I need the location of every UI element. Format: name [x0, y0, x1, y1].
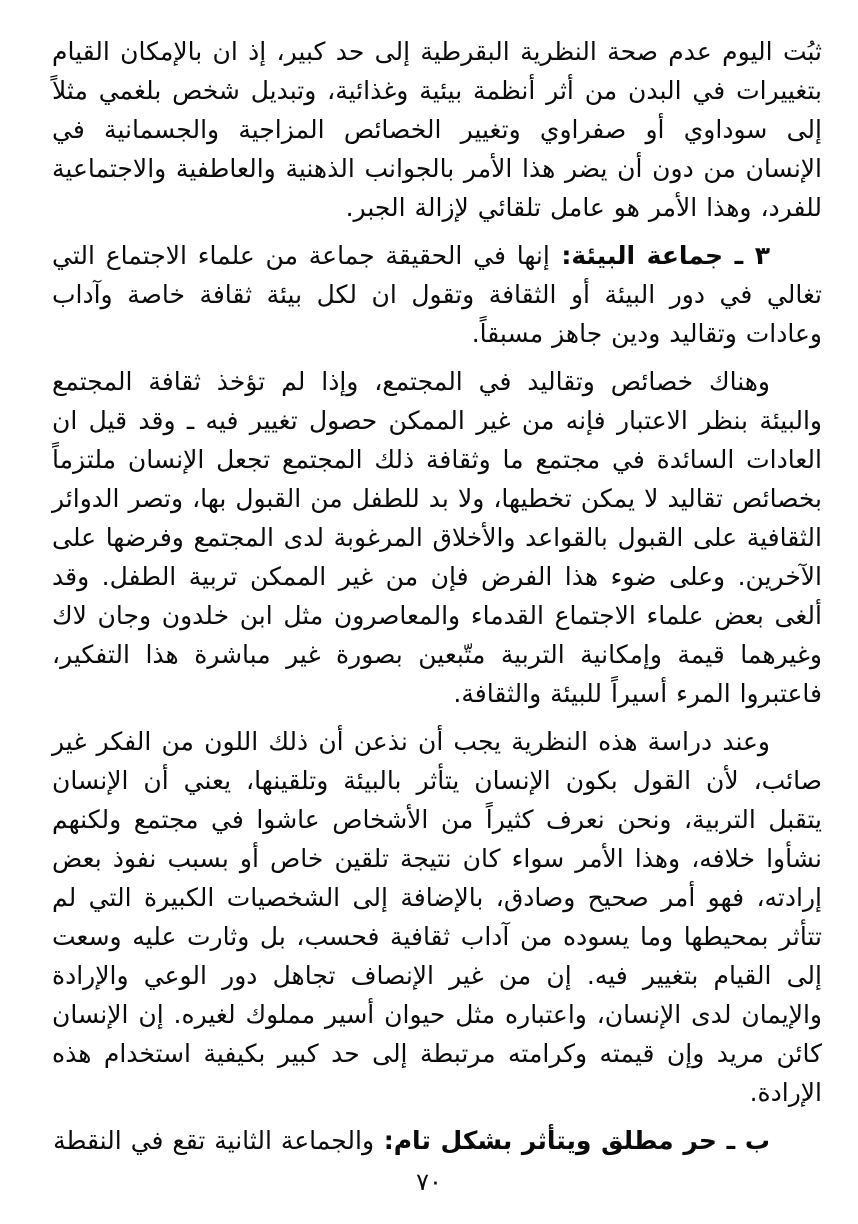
page-text-block: [52, 32, 822, 1169]
paragraph-4-text: وعند دراسة هذه النظرية يجب أن نذعن أن ذلك اللون من الفكر غير صائب، لأن القول بكون الإنسان يتأثر بالبيئة وتلقينها، يعني أن الإنسان يتقبل التربية، ونحن نعرف كثيراً من الأشخاص عاشوا في مجتمع ولكنهم نشأوا خلافه، وهذا الأمر سواء كان نتيجة تلقين خاص أو بسبب نفوذ بعض إرادته، فهو أمر صحيح وصادق، بالإضافة إلى الشخصيات الكبيرة التي لم تتأثر بمحيطها وما يسوده من آداب ثقافية فحسب، بل وثارت عليه وسعت إلى القيام بتغيير فيه. إن من غير الإنصاف تجاهل دور الوعي والإرادة والإيمان لدى الإنسان، واعتباره مثل حيوان أسير مملوك لغيره. إن الإنسان كائن مريد وإن قيمته وكرامته مرتبطة إلى حد كبير بكيفية استخدام هذه الإرادة.: [52, 727, 822, 1107]
page-number: ٧٠: [416, 1168, 442, 1196]
paragraph-4: [52, 722, 822, 1112]
paragraph-5-lead: ب ـ حر مطلق ويتأثر بشكل تام:: [374, 1126, 770, 1155]
paragraph-5: [52, 1121, 822, 1160]
paragraph-3-text: وهناك خصائص وتقاليد في المجتمع، وإذا لم تؤخذ ثقافة المجتمع والبيئة بنظر الاعتبار فإنه من غير الممكن حصول تغيير فيه ـ وقد قيل ان العادات السائدة في مجتمع ما وثقافة ذلك المجتمع تجعل الإنسان ملتزماً بخصائص تقاليد لا يمكن تخطيها، ولا بد للطفل من القبول بها، وتصر الدوائر الثقافية على القبول بالقواعد والأخلاق المرغوبة لدى المجتمع وفرضها على الآخرين. وعلى ضوء هذا الفرض فإن من غير الممكن تربية الطفل. وقد ألغى بعض علماء الاجتماع القدماء والمعاصرون مثل ابن خلدون وجان لاك وغيرهما قيمة وإمكانية التربية متّبعين بصورة غير مباشرة هذا التفكير، فاعتبروا المرء أسيراً للبيئة والثقافة.: [52, 367, 822, 708]
paragraph-1: [52, 32, 822, 227]
paragraph-5-text: والجماعة الثانية تقع في النقطة: [53, 1126, 375, 1155]
paragraph-1-text: ثبُت اليوم عدم صحة النظرية البقرطية إلى حد كبير، إذ ان بالإمكان القيام بتغييرات في البدن من أثر أنظمة بيئية وغذائية، وتبديل شخص بلغمي مثلاً إلى سوداوي أو صفراوي وتغيير الخصائص المزاجية والجسمانية في الإنسان من دون أن يضر هذا الأمر بالجوانب الذهنية والعاطفية والاجتماعية للفرد، وهذا الأمر هو عامل تلقائي لإزالة الجبر.: [52, 37, 822, 222]
paragraph-2-text: إنها في الحقيقة جماعة من علماء الاجتماع التي تغالي في دور البيئة أو الثقافة وتقول ان لكل بيئة ثقافة خاصة وآداب وعادات وتقاليد ودين جاهز مسبقاً.: [52, 241, 822, 348]
paragraph-2-lead: ٣ ـ جماعة البيئة:: [549, 241, 770, 270]
paragraph-2: [52, 236, 822, 353]
paragraph-3: [52, 362, 822, 713]
